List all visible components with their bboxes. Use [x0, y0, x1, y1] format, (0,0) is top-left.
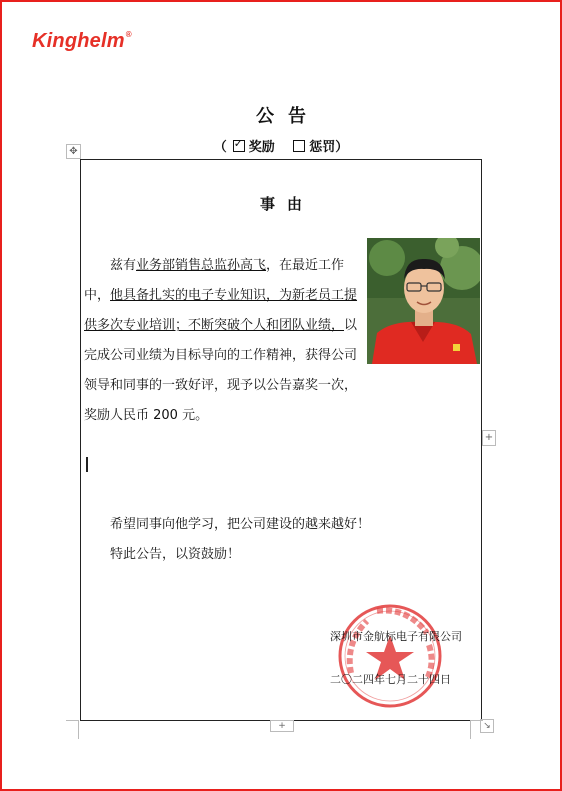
reason-heading: 事由 — [259, 195, 314, 213]
table-resize-icon[interactable]: ↘ — [480, 719, 494, 733]
table-move-icon[interactable]: ✥ — [66, 144, 81, 159]
reward-label: 奖励 — [248, 140, 275, 155]
add-row-icon[interactable]: + — [270, 720, 294, 732]
punish-checkbox[interactable] — [293, 140, 305, 152]
company-seal-icon — [337, 603, 443, 709]
reward-checkbox[interactable] — [233, 140, 245, 152]
add-column-icon[interactable]: + — [482, 430, 496, 446]
notice-body: 兹有业务部销售总监孙高飞，在最近工作 中，他具备扎实的电子专业知识，为新老员工提 供多次专业培训；不断突破个人和团队业绩，以 完成公司业绩为目标导向的工作精神，获得公司 领导和同事的一致好评，现予以公告嘉奖一次， 奖励人民币 200 元。 — [84, 258, 358, 423]
punish-label: 惩罚 — [309, 140, 336, 155]
page-corner-left — [66, 720, 79, 739]
notice-date: 二〇二四年七月二十四日 — [330, 673, 451, 686]
notice-title: 公告 — [256, 106, 320, 127]
page-corner-right — [470, 720, 483, 739]
text-cursor — [86, 457, 88, 472]
notice-type-options: （✓ 奖励 惩罚） — [0, 136, 562, 155]
closing-text: 希望同事向他学习，把公司建设的越来越好！ 特此公告，以资鼓励！ — [110, 517, 371, 562]
company-name: 深圳市金航标电子有限公司 — [330, 630, 462, 643]
kinghelm-logo: Kinghelm® — [32, 30, 132, 52]
employee-photo — [367, 238, 480, 364]
